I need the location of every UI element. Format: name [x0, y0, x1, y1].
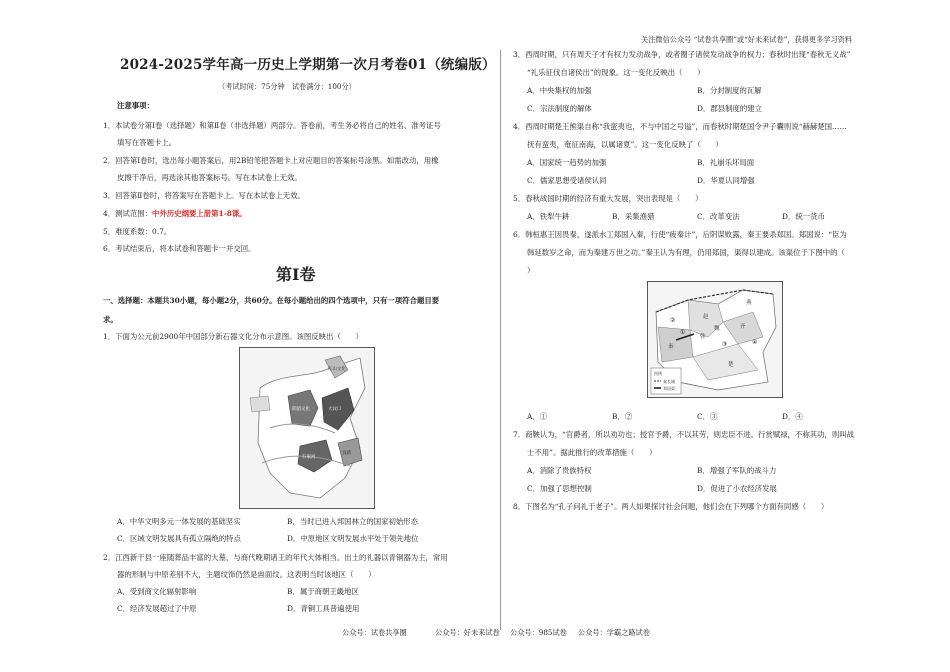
q6-option-d[interactable]: D．④: [782, 412, 803, 421]
q1-option-b[interactable]: B．当时已进入邦国林立的国家初始形态: [287, 517, 419, 526]
q4-option-d[interactable]: D．华夏认同增强: [697, 176, 755, 185]
map2-marker-2: ②: [670, 317, 676, 324]
section-title: 第Ⅰ卷: [276, 265, 316, 284]
map1-label-yangshao: 仰韶文化: [292, 407, 310, 412]
q7-option-b[interactable]: B．增强了军队的战斗力: [697, 466, 777, 475]
q4-option-a[interactable]: A．国家统一趋势的加强: [527, 158, 607, 167]
q4-option-c[interactable]: C．儒家思想受诸侯认同: [527, 176, 607, 185]
state-qin: [658, 327, 693, 362]
footer-link-4: 公众号：学霸之路试卷: [578, 628, 650, 637]
q1-stem: 1．下面为公元前2900年中国部分新石器文化分布示意图。该图反映出（ ）: [103, 332, 364, 341]
map2-legend-title: 图例: [654, 371, 662, 376]
q4-stem-2: 抚有蛮夷，奄征南海，以属诸夏”。这一变化反映了（ ）: [527, 140, 723, 149]
footer-link-1: 公众号：试卷共享圈: [342, 628, 407, 637]
map2-label-wei: 魏: [714, 326, 720, 332]
q5-option-d[interactable]: D．统一货币: [782, 212, 825, 221]
q6-stem-2: 韩延数岁之命，而为秦建万世之功。”秦王认为有理，仍用郑国，渠得以建成。该渠位于下图中的（: [527, 248, 845, 257]
q7-stem-1: 7．商鞅认为，“官爵者，所以劝功也；授官予爵，不以其劳，则忠臣不进。行赏赋禄，不称其功，则叫战: [513, 430, 855, 439]
q2-option-b[interactable]: B．属于商朝王畿地区: [287, 587, 359, 596]
notice-4: 4．测试范围：中外历史纲要上册第1-8课。: [103, 209, 247, 218]
page-title: 2024-2025学年高一历史上学期第一次月考卷01（统编版）: [120, 57, 496, 73]
map2-legend-canal: 郑国渠: [663, 386, 675, 391]
warring-states-map-svg: [648, 282, 782, 397]
map2-label-yan: 燕: [746, 300, 752, 306]
notice-3: 3．回答第Ⅱ卷时，将答案写在答题卡上。写在本试卷上无效。: [103, 191, 305, 200]
map2-label-qi: 齐: [740, 324, 746, 330]
q3-option-a[interactable]: A．中央集权的加强: [527, 86, 592, 95]
q2-option-a[interactable]: A．受到商文化辐射影响: [117, 587, 197, 596]
map1-label-dawenkou: 大汶口: [328, 407, 342, 412]
notice-6: 6．考试结束后，将本试卷和答题卡一并交回。: [103, 244, 256, 253]
q3-stem-2: “礼乐征伐自诸侯出”的现象。这一变化反映出（ ）: [527, 68, 705, 77]
exam-info: （考试时间：75分钟 试卷满分：100分）: [218, 82, 356, 91]
map2-label-chu: 楚: [728, 362, 734, 368]
q8-stem: 8．下图名为“孔子问礼于老子”。两人如果探讨社会问题，他们会在下列哪个方面有同感（ ）: [513, 502, 829, 511]
notice-5: 5．难度系数：0.7。: [103, 227, 172, 236]
map1-label-hongshan: 红山文化: [328, 367, 346, 372]
q3-option-c[interactable]: C．宗法制度的解体: [527, 104, 592, 113]
section-intro-2: 求。: [103, 315, 118, 324]
q6-stem-3: ）: [527, 266, 535, 275]
map2-marker-3: ③: [722, 341, 728, 348]
map1-label-liangzhu: 良渚: [342, 451, 351, 456]
q7-stem-2: 士不用”。据此推行的改革措施（ ）: [527, 448, 657, 457]
q2-stem-2: 器的形制与中原差别不大，主题纹饰仍然是兽面纹。这表明当时该地区（ ）: [117, 570, 376, 579]
map2-legend-wall: 秦长城: [663, 379, 675, 384]
notice-1b: 填写在答题卡上。: [117, 138, 177, 147]
section-intro-1: 一、选择题：本题共30小题，每小题2分，共60分。在每小题给出的四个选项中，只有一项符合题目要: [103, 296, 440, 305]
header-note: 关注微信公众号 “试卷共享圈”或“好未来试卷”，获得更多学习资料: [641, 35, 853, 44]
notice-1: 1．本试卷分第Ⅰ卷（选择题）和第Ⅱ卷（非选择题）两部分。答卷前，考生务必将自己的姓名、准考证号: [103, 121, 441, 130]
q6-option-a[interactable]: A．①: [527, 412, 548, 421]
warring-states-map: [647, 281, 783, 398]
column-divider: [500, 50, 501, 630]
map2-label-qin: 秦: [668, 344, 674, 350]
q5-option-b[interactable]: B．采集渔猎: [612, 212, 655, 221]
q6-option-b[interactable]: B．②: [612, 412, 633, 421]
q2-stem-1: 2．江西新干县一座随葬品丰富的大墓，与商代晚期诸王的年代大体相当。出土的礼器以青铜器为主，常用: [103, 553, 448, 562]
region-west: [250, 396, 270, 412]
q6-option-c[interactable]: C．③: [697, 412, 718, 421]
notice-2: 2．回答第Ⅰ卷时，选出每小题答案后，用2B铅笔把答题卡上对应题目的答案标号涂黑。如需改动，用橡: [103, 156, 439, 165]
map1-label-shijiahe: 石家河: [302, 455, 316, 460]
map2-marker-4: ④: [752, 339, 758, 346]
q2-option-c[interactable]: C．经济发展超过了中原: [117, 604, 197, 613]
test-scope: 中外历史纲要上册第1-8课。: [152, 209, 247, 218]
footer-link-3: 公众号：985试卷: [510, 628, 567, 637]
q3-option-b[interactable]: B．分封制度的瓦解: [697, 86, 762, 95]
q3-stem-1: 3．西周时期，只有周天子才有权力发动战争，或者圈子诸侯发动战争的权力；春秋时出现“春秋无义战”: [513, 50, 851, 59]
q2-option-d[interactable]: D．青铜工具普遍使用: [287, 604, 360, 613]
q7-option-c[interactable]: C．加强了思想控制: [527, 484, 592, 493]
q6-stem-1: 6．韩桓惠王因畏秦，遂派水工郑国入秦，行使“疲秦计”，后阴谋败露，秦王要杀郑国。郑国说：“臣为: [513, 230, 847, 239]
q3-option-d[interactable]: D．郡县制度的建立: [697, 104, 763, 113]
map2-marker-1: ①: [680, 329, 686, 336]
q5-option-a[interactable]: A．铁犁牛耕: [527, 212, 570, 221]
neolithic-culture-map: [239, 347, 375, 509]
notice-title: 注意事项：: [117, 101, 154, 110]
q5-option-c[interactable]: C．改革变法: [697, 212, 740, 221]
q7-option-a[interactable]: A．消除了贵族特权: [527, 466, 592, 475]
q1-option-c[interactable]: C．区域文明发展具有孤立隔绝的特点: [117, 534, 241, 543]
footer-link-2: 公众号：好未来试卷: [435, 628, 500, 637]
map2-label-han: 韩: [700, 334, 706, 340]
q4-stem-1: 4．西周时期楚王熊渠自称“我蛮夷也，不与中国之号谥”，而春秋时期楚国令尹子囊则说“赫赫楚国……: [513, 122, 847, 131]
map2-label-zhao: 赵: [703, 314, 709, 320]
q5-stem: 5．春秋战国时期的经济有重大发展，突出表现是（ ）: [513, 194, 703, 203]
q7-option-d[interactable]: D．促进了小农经济发展: [697, 484, 777, 493]
neolithic-map-svg: [240, 348, 374, 508]
q1-option-d[interactable]: D．中原地区文明发展水平处于领先地位: [287, 534, 419, 543]
q4-option-b[interactable]: B．礼崩乐坏局面: [697, 158, 755, 167]
notice-2b: 皮擦干净后，再选涂其他答案标号。写在本试卷上无效。: [117, 173, 302, 182]
q1-option-a[interactable]: A．中华文明多元一体发展的基础坚实: [117, 517, 241, 526]
